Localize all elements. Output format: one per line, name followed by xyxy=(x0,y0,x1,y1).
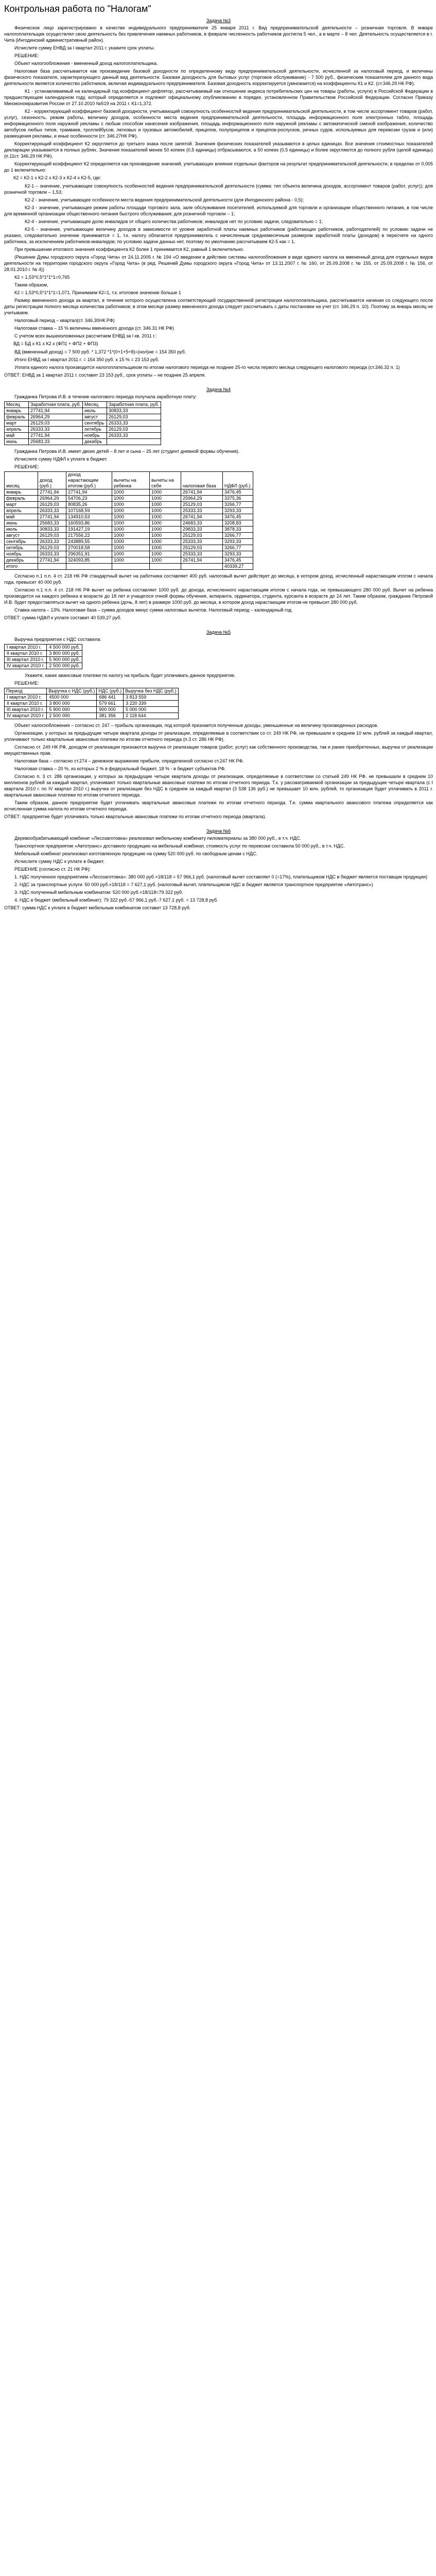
table-header-cell: Выручка с НДС (руб.) xyxy=(47,688,97,694)
table-cell: 1000 xyxy=(150,502,181,508)
table-cell: 3293,33 xyxy=(223,551,253,557)
table-cell: IV квартал 2010 г. xyxy=(5,663,47,669)
table-row xyxy=(5,414,161,420)
table-cell: IV квартал 2010 г. xyxy=(5,713,47,719)
table-cell: 2 500 000 xyxy=(47,713,97,719)
table-cell: август xyxy=(5,533,38,539)
table-cell: 25333,33 xyxy=(181,508,223,514)
table-cell: 1000 xyxy=(112,557,150,564)
k2-result: К2 = 1,53*0,5*1*1*1=1,071. Принимаем К2=1, т.к. итоговое значение больше 1 xyxy=(14,290,181,295)
table-cell: 3878,33 xyxy=(223,527,253,533)
table-row xyxy=(5,496,253,502)
table-cell: 3293,33 xyxy=(223,508,253,514)
table-cell: 27741,94 xyxy=(29,408,83,414)
task6-paragraph: Мебельный комбинат реализовал изготовленную продукцию на сумму 520 000 руб. по свободным ценам с НДС. xyxy=(14,851,257,856)
task3-paragraph: Физическое лицо зарегистрировано в качестве индивидуального предпринимателя 25 января 2011 г. Вид предпринимательской деятельности – розничная торговля. В январе налогоплательщик осуществлял свою деятельность без привлечения наемных работников, в феврале численность работников достигла 5 чел., а в марте – 8 чел. Деятельность осуществляется в г. Чита (Ингодинский административный район). xyxy=(4,25,433,43)
task6-title: Задача №6 xyxy=(206,828,231,834)
table-cell: февраль xyxy=(5,414,29,420)
table-cell: 107168,59 xyxy=(66,508,112,514)
table-cell: 26741,94 xyxy=(181,514,223,520)
table-cell: 1000 xyxy=(112,508,150,514)
task4-section xyxy=(4,386,433,621)
task5-paragraph: Организации, у которых за предыдущие четыре квартала доходы от реализации, определяемые в соответствии со ст. 249 НК РФ, не превышали в среднем 10 млн. рублей за каждый квартал, уплачивают только квартальные авансовые платежи по итогам отчетного периода (п.3 ст. 286 НК РФ). xyxy=(4,731,433,742)
task3-answer: ОТВЕТ: ЕНВД за 1 квартал 2011 г. составит 23 153 руб., срок уплаты – не позднее 25 апреля. xyxy=(4,372,206,378)
table-row xyxy=(5,508,253,514)
table-cell: 1000 xyxy=(112,514,150,520)
task3-title: Задача №3 xyxy=(206,18,231,23)
table-row xyxy=(5,645,82,651)
table-row xyxy=(5,701,179,707)
table-header-cell: Месяц xyxy=(5,402,29,408)
envd-calculation: Итого ЕНВД за I квартал 2011 г. = 154 350 руб. х 15 % = 23 153 руб. xyxy=(14,357,160,362)
table-cell: 26333,33 xyxy=(107,433,161,439)
ndfl-table xyxy=(4,471,253,570)
table-cell: 4500 000 xyxy=(47,694,97,701)
table-cell: 1000 xyxy=(150,533,181,539)
table-cell: 1000 xyxy=(150,489,181,496)
table-cell: 26129,03 xyxy=(38,502,66,508)
total-label: итого xyxy=(5,564,38,570)
table-cell: 1000 xyxy=(112,545,150,551)
table-cell: I квартал 2010 г. xyxy=(5,645,47,651)
table-cell: 4 500 000 руб. xyxy=(47,645,82,651)
vat-table xyxy=(4,688,179,719)
table-cell: 26741,94 xyxy=(181,557,223,564)
table-header-cell: налоговая база xyxy=(181,472,223,489)
task4-solution-label: РЕШЕНИЕ: xyxy=(14,464,39,469)
table-cell: май xyxy=(5,433,29,439)
table-cell: 26129,03 xyxy=(38,545,66,551)
table-cell: 26333,33 xyxy=(29,427,83,433)
table-cell: 30833,33 xyxy=(107,408,161,414)
table-row xyxy=(5,651,82,657)
table-cell: 27741,94 xyxy=(38,514,66,520)
table-row xyxy=(5,539,253,545)
table-cell: 54706,23 xyxy=(66,496,112,502)
task4-intro: Гражданка Петрова И.В. в течение налогового периода получала заработную плату: xyxy=(14,394,197,399)
table-cell: 1000 xyxy=(112,520,150,527)
table-cell: I квартал 2010 г. xyxy=(5,694,47,701)
table-cell: 579 661 xyxy=(97,701,124,707)
table-cell: 324093,85 xyxy=(66,557,112,564)
task6-step: 2. НДС за транспортные услуги: 50 000 руб.×18/118 = 7 627,1 руб. (налоговый вычет, плательщиком НДС в бюджет является транспортное предприятие «Автотранс») xyxy=(14,882,373,887)
table-row xyxy=(5,514,253,520)
table-cell: 26964,29 xyxy=(29,414,83,420)
table-cell: 26741,94 xyxy=(181,489,223,496)
table-row xyxy=(5,533,253,539)
k2-item: К2-4 - значение, учитывающее долю инвалидов от общего количества работников; инвалидов нет по условию задачи, следовательно = 1; xyxy=(25,219,323,224)
k2-item: К2-5 - значение, учитывающее величину доходов в зависимости от уровня заработной платы наемных работников (работающих работников, работодателей) по условию задачи не указано, следовательно значение принимается = 1, т.к. налогу облагается предприниматель с начисленным среднемесячным размером заработной платы (доходом) в пересчете на одного работника, за исключением работников-инвалидов; по условию задачи данных нет, поэтому по умолчанию рассчитываем К2-5 как = 1. xyxy=(4,227,433,244)
table-row xyxy=(5,657,82,663)
task6-intro: Деревообрабатывающий комбинат «Лесозаготовка» реализовал мебельному комбинату пиломатериалы за 380 000 руб., в т.ч. НДС. xyxy=(14,836,302,841)
table-cell: апрель xyxy=(5,427,29,433)
table-cell: 686 441 xyxy=(97,694,124,701)
table-cell: III квартал 2010 г. xyxy=(5,657,47,663)
task4-paragraph: Согласно п.1 п.п. 4 ст. 218 НК РФ стандартный вычет на работника составляет 400 руб. налоговый вычет действует до месяца, в котором доход, исчисленный нарастающим итогом с начала года, превысит 40 000 руб. xyxy=(4,573,433,585)
table-cell: 5 900 000 xyxy=(47,707,97,713)
task4-question: Исчислите сумму НДФЛ к уплате в бюджет. xyxy=(14,456,108,462)
table-cell: 25129,03 xyxy=(181,533,223,539)
table-row xyxy=(5,557,253,564)
table-row xyxy=(5,694,179,701)
table-cell: 26129,03 xyxy=(38,533,66,539)
table-cell: 3 813 559 xyxy=(124,694,178,701)
task3-paragraph: Объект налогообложения - вмененный доход налогоплательщика. xyxy=(14,61,158,66)
table-row xyxy=(5,502,253,508)
table-cell: 26129,03 xyxy=(107,414,161,420)
table-cell: июнь xyxy=(5,520,38,527)
table-row xyxy=(5,527,253,533)
task3-paragraph: Налоговая ставка – 15 % величины вмененного дохода (ст. 346.31 НК РФ) xyxy=(14,326,174,331)
k2-item: К2-1 – значение, учитывающее совокупность особенностей ведения предпринимательской деятельности (сумма: тип объекта величина доходов, ассортимент товаров (работ, услуг)); для розничной торговли – 1,53; xyxy=(4,183,433,195)
table-cell: 3476,45 xyxy=(223,557,253,564)
table-cell: декабрь xyxy=(83,439,107,445)
table-cell: 217556,22 xyxy=(66,533,112,539)
task5-paragraph: Налоговая база – согласно ст.274 – денежное выражение прибыли, определенной согласно ст.247 НК РФ. xyxy=(14,758,244,764)
task5-question: Укажите, какие авансовые платежи по налогу на прибыль будет уплачивать данное предприятие. xyxy=(25,673,236,678)
table-cell: 26333,33 xyxy=(107,420,161,427)
table-cell: 26333,33 xyxy=(38,539,66,545)
table-cell: январь xyxy=(5,489,38,496)
table-header-row xyxy=(5,688,179,694)
table-cell: 3293,33 xyxy=(223,539,253,545)
table-cell: октябрь xyxy=(5,545,38,551)
k2-item: К2-3 - значение, учитывающее режим работы площади торгового зала, зале обслуживания посетителей, используемой для торговли и организации общественного питания, в том числе для временной организации общественного питания быстрого обслуживания; для розничной торговли – 1; xyxy=(4,205,433,216)
table-row xyxy=(5,408,161,414)
task5-paragraph: Таким образом, данное предприятие будет уплачивать квартальные авансовые платежи по итогам отчетного периода. Т.е. сумма квартального авансового платежа определяется как исчисленная сумма налога по итогам отчетного периода. xyxy=(4,800,433,811)
table-cell: 25683,33 xyxy=(38,520,66,527)
task4-paragraph: Ставка налога – 13%. Налоговая база – сумма доходов минус сумма налоговых вычетов. Налоговый период – календарный год. xyxy=(14,607,293,613)
table-row xyxy=(5,713,179,719)
task4-paragraph: Согласно п.1 п.п. 4 ст. 218 НК РФ вычет на ребенка составляет 1000 руб. до дохода, исчисленного нарастающим итогом с начала года, не превышающего 280 000 руб. Вычет на ребенка производится на каждого ребенка в возрасте до 18 лет и учащегося очной формы обучения, аспиранта, ординатора, студента, курсанта в возрасте до 24 лет. Таким образом, гражданке Петровой И.В. будет предоставляться вычет на одного ребенка (дочь, 8 лет) в размере 1000 руб. до месяца, в котором доход нарастающим итогом не превысит 280 000 руб. xyxy=(4,587,433,605)
task6-step: 4. НДС в бюджет (мебельный комбинат): 79 322 руб.-57 966,1 руб.-7 627,1 руб. = 13 728,8 руб. xyxy=(14,897,218,903)
table-header-row xyxy=(5,472,253,489)
table-header-cell: НДС (руб.) xyxy=(97,688,124,694)
task6-question: Исчислите сумму НДС к уплате в бюджет. xyxy=(14,859,104,864)
table-cell: III квартал 2010 г. xyxy=(5,707,47,713)
table-cell: 243889,55 xyxy=(66,539,112,545)
table-cell: октябрь xyxy=(83,427,107,433)
table-cell: 5 000 000 xyxy=(124,707,178,713)
vd-calculation: ВД (вмененный доход) = 7 500 руб. * 1,372 *1*(0+1+5+8)=(нол)не = 154 350 руб. xyxy=(14,349,186,354)
table-header-cell: Выручка без НДС (руб.) xyxy=(124,688,178,694)
task6-paragraph: Транспортное предприятие «Автотранс» доставило продукцию на мебельный комбинат, стоимость услуг по перевозке составила 50 000 руб., в т.ч. НДС. xyxy=(14,843,345,849)
table-cell: 27741,94 xyxy=(29,433,83,439)
table-row xyxy=(5,439,161,445)
task4-title: Задача №4 xyxy=(206,387,231,392)
table-cell: 1000 xyxy=(150,539,181,545)
salary-table xyxy=(4,401,161,445)
table-cell: 3208,83 xyxy=(223,520,253,527)
table-header-cell: Заработная плата, руб. xyxy=(107,402,161,408)
table-cell: 191427,19 xyxy=(66,527,112,533)
table-header-cell: месяц xyxy=(5,472,38,489)
table-cell: 900 000 xyxy=(97,707,124,713)
table-cell: ноябрь xyxy=(5,551,38,557)
table-cell: 1000 xyxy=(150,496,181,502)
task3-paragraph: Корректирующий коэффициент К2 определяется как произведение значений, учитывающих влияние отдельных факторов на результат предпринимательской деятельности, в пределах от 0,005 до 1 включительно: xyxy=(4,161,433,173)
task3-paragraph: Корректирующий коэффициент К2 округляется до третьего знака после запятой. Значения физических показателей указываются в целых единицах. Все значения стоимостных показателей декларации указываются в полных рублях. Значения показателей менее 50 копеек (0,5 единицы) отбрасываются, а 50 копеек (0,5 единицы) и более округляются до полного рубля (целой единицы) (п.11ст. 346.29 НК РФ). xyxy=(4,141,433,159)
table-row xyxy=(5,545,253,551)
task6-answer: ОТВЕТ: сумма НДС к уплате в бюджет мебельным комбинатом составит 13 728,8 руб. xyxy=(4,905,191,910)
table-cell: 1000 xyxy=(150,557,181,564)
table-cell: август xyxy=(83,414,107,420)
table-header-cell: вычеты на ребенка xyxy=(112,472,150,489)
table-cell: июль xyxy=(5,527,38,533)
table-cell: февраль xyxy=(5,496,38,502)
table-cell: 1000 xyxy=(112,502,150,508)
table-cell: 26333,33 xyxy=(38,551,66,557)
task5-intro: Выручка предприятия с НДС составила: xyxy=(14,637,101,642)
table-cell: 24683,33 xyxy=(181,520,223,527)
table-header-cell: НДФЛ (руб.) xyxy=(223,472,253,489)
table-cell: сентябрь xyxy=(5,539,38,545)
task4-family-note: Гражданка Петрова И.В. имеет двоих детей – 8 лет и сына – 25 лет (студент дневной формы обучения). xyxy=(14,449,240,454)
table-cell: 26129,03 xyxy=(107,427,161,433)
table-cell: 25129,03 xyxy=(181,545,223,551)
task3-paragraph: С учетом всех вышеизложенных рассчитаем ЕНВД за I кв. 2011 г.: xyxy=(14,333,157,338)
table-cell: 26333,33 xyxy=(38,508,66,514)
table-header-cell: доход нарастающим итогом (руб.) xyxy=(66,472,112,489)
table-cell: 5 900 000 руб. xyxy=(47,657,82,663)
task3-paragraph: Размер вмененного дохода за квартал, в течение которого осуществлена соответствующей государственной регистрации налогоплательщика, рассчитывается начиная со следующего после даты регистрации полного месяца количества работников; в этом месяце размер вмененного дохода следует рассчитывать с даты постановки на учет (ст. 346.29 п. 10). Поэтому за январь месяц не учитываем. xyxy=(4,298,433,315)
table-cell: 25964,29 xyxy=(181,496,223,502)
table-cell: 25129,03 xyxy=(181,502,223,508)
table-cell: 27741,94 xyxy=(38,489,66,496)
table-cell: 30833,33 xyxy=(38,527,66,533)
task3-question: Исчислите сумму ЕНВД за I квартал 2011 г. укажите срок уплаты. xyxy=(14,45,155,50)
table-cell: март xyxy=(5,502,38,508)
task3-paragraph: Уплата единого налога производится налогоплательщиком по итогам налогового периода не позднее 25-го числа первого месяца следующего налогового периода (ст.346.32 п. 1) xyxy=(14,365,400,370)
table-cell: 25333,33 xyxy=(181,551,223,557)
table-cell: 26129,03 xyxy=(29,420,83,427)
table-cell: 1000 xyxy=(112,527,150,533)
table-cell: 1000 xyxy=(112,551,150,557)
table-cell: апрель xyxy=(5,508,38,514)
table-cell: 270018,58 xyxy=(66,545,112,551)
task6-step: 3. НДС полученный мебельным комбинатом: 520 000 руб.×18/118=79 322 руб. xyxy=(14,890,183,895)
task3-paragraph: Налоговый период – квартал(ст. 346.30НК РФ) xyxy=(14,318,115,323)
table-cell: сентябрь xyxy=(83,420,107,427)
table-cell: 1000 xyxy=(112,489,150,496)
table-cell: 26964,29 xyxy=(38,496,66,502)
table-cell: II квартал 2010 г. xyxy=(5,651,47,657)
table-header-row xyxy=(5,402,161,408)
table-cell: 27741,94 xyxy=(38,557,66,564)
table-cell: май xyxy=(5,514,38,520)
table-row xyxy=(5,433,161,439)
table-row xyxy=(5,489,253,496)
task3-paragraph: К2 - корректирующий коэффициент базовой доходности, учитывающий совокупность особенностей ведения предпринимательской деятельности, в том числе ассортимент товаров (работ, услуг), сезонность, режим работы, величину доходов, особенности места ведения предпринимательской деятельности, площадь информационного поля электронных табло, площадь информационного поля наружной рекламы с любым способом нанесения изображения, площадь информационного поля наружной рекламы с автоматической сменой изображения, количество автобусов любых типов, трамваев, троллейбусов, легковых и грузовых автомобилей, прицепов, полуприцепов и прицепов-роспусков, речных судов, используемых для перевозки грузов и (или) размещения рекламы, и иные особенности (ст. 346.27НК РФ). xyxy=(4,109,433,139)
task3-paragraph: К1 - устанавливаемый на календарный год коэффициент-дефлятор, рассчитываемый как отношение индекса потребительских цен на товары (работы, услуги) в Российской Федерации в предшествующем календарном году, который определяется и подлежит официальному опубликованию в порядке, установленном Правительством Российской Федерации. Согласно Приказу Минэкономразвития России от 27.10.2010 №519 на 2011 г. К1=1,372. xyxy=(4,89,433,106)
table-cell: 3476,45 xyxy=(223,514,253,520)
document-title: Контрольная работа по "Налогам" xyxy=(4,4,151,14)
task4-answer: ОТВЕТ: сумма НДФЛ к уплате составит 40 539,27 руб. xyxy=(4,615,121,620)
k2-item: К2-2 - значение, учитывающее особенности места ведения предпринимательской деятельности (для Ингодинского района - 0,5); xyxy=(25,197,304,202)
table-cell: 1000 xyxy=(150,508,181,514)
revenue-table xyxy=(4,644,82,669)
task5-title: Задача №5 xyxy=(206,630,231,635)
table-cell: 1000 xyxy=(150,551,181,557)
table-cell: 2 500 000 руб. xyxy=(47,663,82,669)
k2-formula: К2 = К2-1 х К2-2 х К2-3 х К2-4 х К2-5, где: xyxy=(13,175,101,180)
table-cell: 1000 xyxy=(112,539,150,545)
table-cell: 3266,77 xyxy=(223,502,253,508)
task5-paragraph: Налоговая ставка – 20 %, из которых 2 % в федеральный бюджет, 18 % - в бюджет субъектов РФ. xyxy=(14,766,226,771)
table-row xyxy=(5,663,82,669)
table-cell: 25683,33 xyxy=(29,439,83,445)
table-header-cell: Заработная плата, руб. xyxy=(29,402,83,408)
table-cell: 134910,53 xyxy=(66,514,112,520)
task5-paragraph: Объект налогообложения – согласно ст. 247 – прибыль организации, под которой признается полученные доходы, уменьшенные на величину произведенных расходов. xyxy=(14,723,378,728)
table-cell: 3266,77 xyxy=(223,545,253,551)
table-cell: июль xyxy=(83,408,107,414)
table-cell: II квартал 2010 г. xyxy=(5,701,47,707)
task5-answer: ОТВЕТ: предприятие будет уплачивать только квартальные авансовые платежи по итогам отчетного периода (квартала). xyxy=(4,814,267,819)
table-cell: март xyxy=(5,420,29,427)
table-cell: 381 356 xyxy=(97,713,124,719)
task6-section xyxy=(4,828,433,911)
task6-step: 1. НДС полученное предприятием «Лесозаготовка»: 380 000 руб.×18/118 = 57 966,1 руб. (налоговый вычет составляет 0 (=17%), плательщиком НДС в бюджет является поставщик продукции) xyxy=(14,874,428,879)
table-cell: 25333,33 xyxy=(181,539,223,545)
table-cell: 27741,94 xyxy=(66,489,112,496)
table-cell: 3266,77 xyxy=(223,533,253,539)
task3-paragraph: При превышении итогового значения коэффициента К2 более 1 принимается К2, равный 1 включительно. xyxy=(14,247,245,252)
table-cell: 1000 xyxy=(112,496,150,502)
table-row xyxy=(5,427,161,433)
table-cell: 1000 xyxy=(150,520,181,527)
table-row xyxy=(5,551,253,557)
table-cell: 29833,33 xyxy=(181,527,223,533)
table-cell xyxy=(107,439,161,445)
task5-paragraph: Согласно ст. 249 НК РФ, доходом от реализации признаются выручка от реализации товаров (работ, услуг) как собственного производства, так и ранее приобретенных, выручка от реализации имущественных прав. xyxy=(4,744,433,756)
table-cell: 160593,86 xyxy=(66,520,112,527)
task6-solution-label: РЕШЕНИЕ (согласно ст. 21 НК РФ): xyxy=(14,867,91,872)
table-cell: январь xyxy=(5,408,29,414)
total-value: 40339,27 xyxy=(223,564,253,570)
table-row xyxy=(5,420,161,427)
task5-paragraph: Согласно п. 3 ст. 286 организации, у которых за предыдущие четыре квартала доходы от реализации, определяемые в соответствии со статьей 249 НК РФ, не превышали в среднем 10 миллионов рублей за каждый квартал, уплачивают только квартальные авансовые платежи по итогам отчетного периода. Т.к. у рассматриваемой организации за предыдущие четыре квартала (с I квартала 2010 г. по IV квартал 2010 г.) выручка от реализации без НДС в среднем за каждый квартал (3 538 136 руб.) не превышает 10 млн. рублей, то организация будет уплачивать в 2011 г. квартальные авансовые платежи по итогам отчетного периода. xyxy=(4,774,433,798)
k2-value: К2 = 1,53*0,5*1*1*1=0,765 xyxy=(14,275,70,280)
task3-paragraph: Таким образом, xyxy=(14,282,48,287)
table-cell: 3 220 339 xyxy=(124,701,178,707)
table-header-cell: Период xyxy=(5,688,47,694)
table-cell: декабрь xyxy=(5,557,38,564)
table-cell: 3476,45 xyxy=(223,489,253,496)
table-cell: ноябрь xyxy=(83,433,107,439)
table-row xyxy=(5,707,179,713)
table-header-cell: доход (руб.) xyxy=(38,472,66,489)
task3-section xyxy=(4,18,433,378)
table-cell: 1000 xyxy=(150,527,181,533)
table-cell: июнь xyxy=(5,439,29,445)
task3-paragraph: Налоговая база рассчитывается как произведение базовой доходности по определенному виду предпринимательской деятельности, исчисленной за налоговый период, и величины физического показателя, характеризующего данный вид деятельности. Базовая доходность для бытовых услуг (торговое обслуживание) - 7 500 руб., физическим показателем для данного вида деятельности является количество работников, включая индивидуального предпринимателя. Базовая доходность корректируется (умножается) на коэффициенты К1 и К2. (ст.346.29 НК РФ). xyxy=(4,69,433,86)
task5-solution-label: РЕШЕНИЕ: xyxy=(14,681,39,686)
task3-solution-label: РЕШЕНИЕ: xyxy=(14,53,39,58)
table-cell: 296351,91 xyxy=(66,551,112,557)
tax-formula: ВД = БД х К1 х К2 х (ФП1 + ФП2 + ФП3) xyxy=(13,341,98,346)
task3-decision-note: (Решение Думы городского округа «Город Чита» от 24.11.2005 г. № 194 «О введении в действие системы налогообложения в виде единого налога на вмененный доход для отдельных видов деятельности на территории городского округа «Город Чита» (в ред. Решений Думы городского округа «Город Чита» от 13.11.2007 г. № 160, от 25.09.2008 г. № 155, от 25.09.2008 г. № 156, от 28.01.2010 г. № 4)) xyxy=(4,255,433,272)
table-cell: 80835,26 xyxy=(66,502,112,508)
table-cell: 1000 xyxy=(150,545,181,551)
table-cell: 1000 xyxy=(150,514,181,520)
task5-section xyxy=(4,629,433,820)
table-cell: 3 800 000 xyxy=(47,701,97,707)
table-cell: 1000 xyxy=(112,533,150,539)
table-cell: 2 118 644 xyxy=(124,713,178,719)
table-cell: 3 800 000 руб. xyxy=(47,651,82,657)
table-header-cell: вычеты на себя xyxy=(150,472,181,489)
ndfl-total-row xyxy=(5,564,253,570)
table-header-cell: Месяц xyxy=(83,402,107,408)
table-cell: 3375,36 xyxy=(223,496,253,502)
table-row xyxy=(5,520,253,527)
